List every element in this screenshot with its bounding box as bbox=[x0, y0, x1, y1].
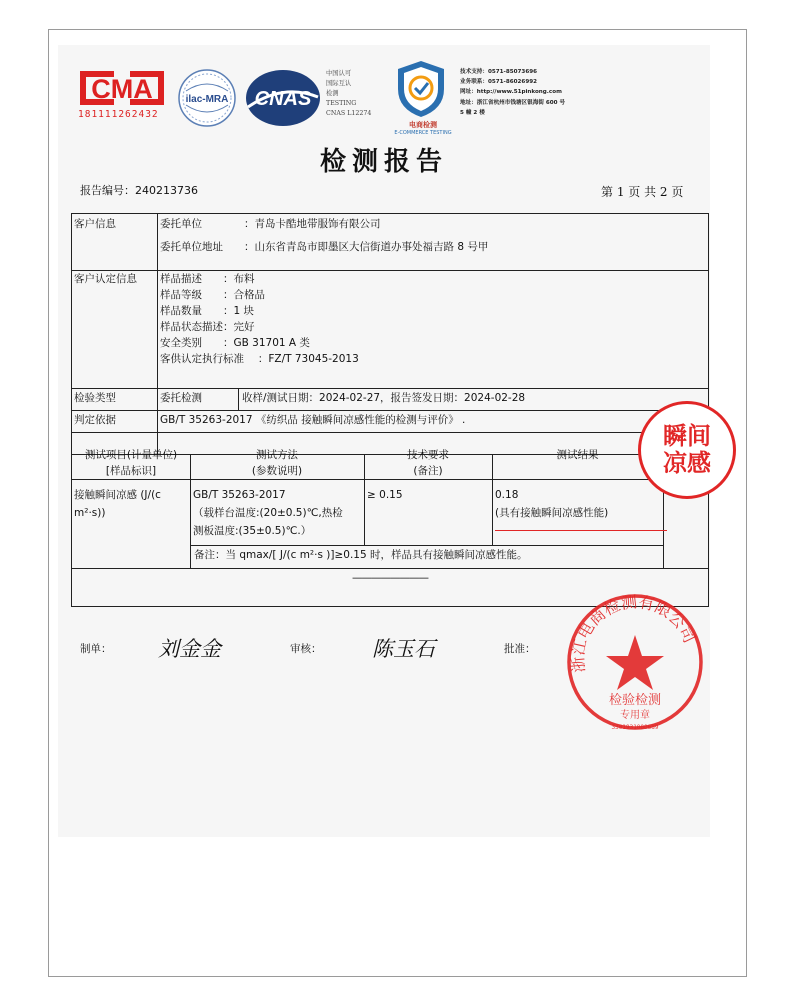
col-method-header: 测试方法 bbox=[256, 449, 298, 461]
contact-line: 网址：http://www.51pinkong.com bbox=[460, 89, 562, 96]
badge-line-1: 瞬间 bbox=[663, 422, 711, 450]
report-table bbox=[71, 213, 709, 607]
col-method-subheader: (参数说明) bbox=[251, 465, 303, 477]
client-unit-label: 委托单位 bbox=[160, 218, 202, 230]
col-result-header: 测试结果 bbox=[556, 449, 599, 461]
col-item-header: 测试项目(计量单位) bbox=[84, 449, 178, 461]
contact-info bbox=[460, 67, 565, 118]
report-sheet bbox=[58, 45, 710, 837]
ecommerce-title: 电商检测 bbox=[409, 121, 437, 129]
badge-callout-line bbox=[495, 530, 667, 531]
cnas-logo bbox=[244, 67, 322, 129]
contact-line: 5 幢 2 楼 bbox=[460, 109, 485, 116]
ilac-text: ilac-MRA bbox=[185, 94, 229, 105]
client-address-label: 委托单位地址 bbox=[160, 241, 223, 253]
cert-line: 国际互认 bbox=[326, 80, 352, 87]
sample-line: 安全类别 ：GB 31701 A 类 bbox=[160, 337, 310, 349]
row-requirement: ≥ 0.15 bbox=[367, 489, 403, 501]
seal-number: 3301931000689 bbox=[611, 724, 659, 731]
sample-line: 样品状态描述：完好 bbox=[160, 321, 255, 333]
header-logos bbox=[58, 45, 710, 145]
cnas-cert-text bbox=[326, 69, 371, 119]
sample-line: 样品数量 ：1 块 bbox=[160, 305, 255, 317]
company-seal bbox=[563, 590, 708, 735]
seal-center-2: 专用章 bbox=[620, 710, 650, 721]
sample-line: 客供认定执行标准 ：FZ/T 73045-2013 bbox=[160, 353, 359, 365]
report-number bbox=[80, 182, 198, 198]
page-indicator: 第 1 页 共 2 页 bbox=[601, 185, 684, 199]
maker-signature: 刘金金 bbox=[158, 637, 221, 661]
contact-line: 业务联系：0571-86026992 bbox=[460, 79, 537, 86]
inspection-dates: 收样/测试日期：2024-02-27，报告签发日期：2024-02-28 bbox=[242, 392, 526, 404]
badge-line-2: 凉感 bbox=[663, 449, 711, 477]
cert-line: CNAS L12274 bbox=[326, 110, 372, 117]
cert-line: TESTING bbox=[326, 100, 357, 107]
inspection-type-value: 委托检测 bbox=[160, 392, 202, 404]
row-result-note: (具有接触瞬间凉感性能) bbox=[495, 507, 609, 519]
ecommerce-subtitle: E-COMMERCE TESTING bbox=[394, 130, 452, 136]
inspection-type-label: 检验类型 bbox=[74, 392, 116, 404]
row-method-param: 测板温度:(35±0.5)℃.） bbox=[193, 525, 312, 537]
reviewer-label: 审核： bbox=[290, 643, 322, 655]
row-method-param: （载样台温度:(20±0.5)℃,热检 bbox=[193, 507, 343, 519]
col-requirement-subheader: (备注) bbox=[413, 465, 443, 477]
seal-center-1: 检验检测 bbox=[608, 693, 662, 708]
cooling-badge bbox=[638, 401, 736, 499]
row-item: 接触瞬间凉感 (J/(c bbox=[74, 489, 161, 501]
cma-number: 181111262432 bbox=[78, 109, 159, 120]
sample-line: 样品描述 ：布料 bbox=[160, 273, 255, 285]
cert-line: 检测 bbox=[326, 90, 339, 97]
end-mark: ———————— bbox=[352, 572, 428, 584]
client-address-value: ：山东省青岛市即墨区大信街道办事处福吉路 8 号甲 bbox=[244, 241, 489, 253]
ecommerce-shield-icon bbox=[392, 57, 450, 121]
cma-text: CMA bbox=[91, 74, 153, 104]
col-requirement-header: 技术要求 bbox=[407, 449, 449, 461]
seal-arc-text: 浙江电商检测有限公司 bbox=[568, 592, 700, 674]
row-result-value: 0.18 bbox=[495, 489, 519, 501]
ilac-mra-logo bbox=[176, 67, 238, 129]
report-number-value: 240213736 bbox=[135, 184, 198, 197]
results-note: 备注：当 qmax/[ J/(c m²·s )]≥0.15 时，样品具有接触瞬间凉感性能。 bbox=[194, 549, 528, 561]
reviewer-signature: 陈玉石 bbox=[372, 637, 435, 661]
col-item-subheader: [样品标识] bbox=[105, 465, 157, 477]
sample-line: 样品等级 ：合格品 bbox=[160, 289, 265, 301]
basis-label: 判定依据 bbox=[74, 414, 116, 426]
basis-value: GB/T 35263-2017 《纺织品 接触瞬间凉感性能的检测与评价》 . bbox=[160, 414, 466, 426]
contact-line: 技术支持：0571-85073696 bbox=[460, 69, 537, 75]
approver-label: 批准： bbox=[504, 643, 536, 655]
contact-line: 地址：浙江省杭州市钱塘区银海街 600 号 bbox=[460, 99, 566, 106]
sample-section-label: 客户认定信息 bbox=[74, 273, 137, 285]
report-title: 检测报告 bbox=[319, 147, 448, 177]
maker-label: 制单： bbox=[80, 643, 112, 655]
row-item-unit: m²·s)) bbox=[74, 507, 106, 519]
cnas-text: CNAS bbox=[254, 88, 312, 110]
client-section-label: 客户信息 bbox=[74, 218, 116, 230]
seal-star-icon bbox=[606, 635, 664, 690]
client-unit-value: ：青岛卡酷地带服饰有限公司 bbox=[244, 218, 381, 230]
report-number-label: 报告编号： bbox=[80, 184, 135, 197]
row-method: GB/T 35263-2017 bbox=[193, 489, 286, 501]
cert-line: 中国认可 bbox=[326, 70, 352, 77]
